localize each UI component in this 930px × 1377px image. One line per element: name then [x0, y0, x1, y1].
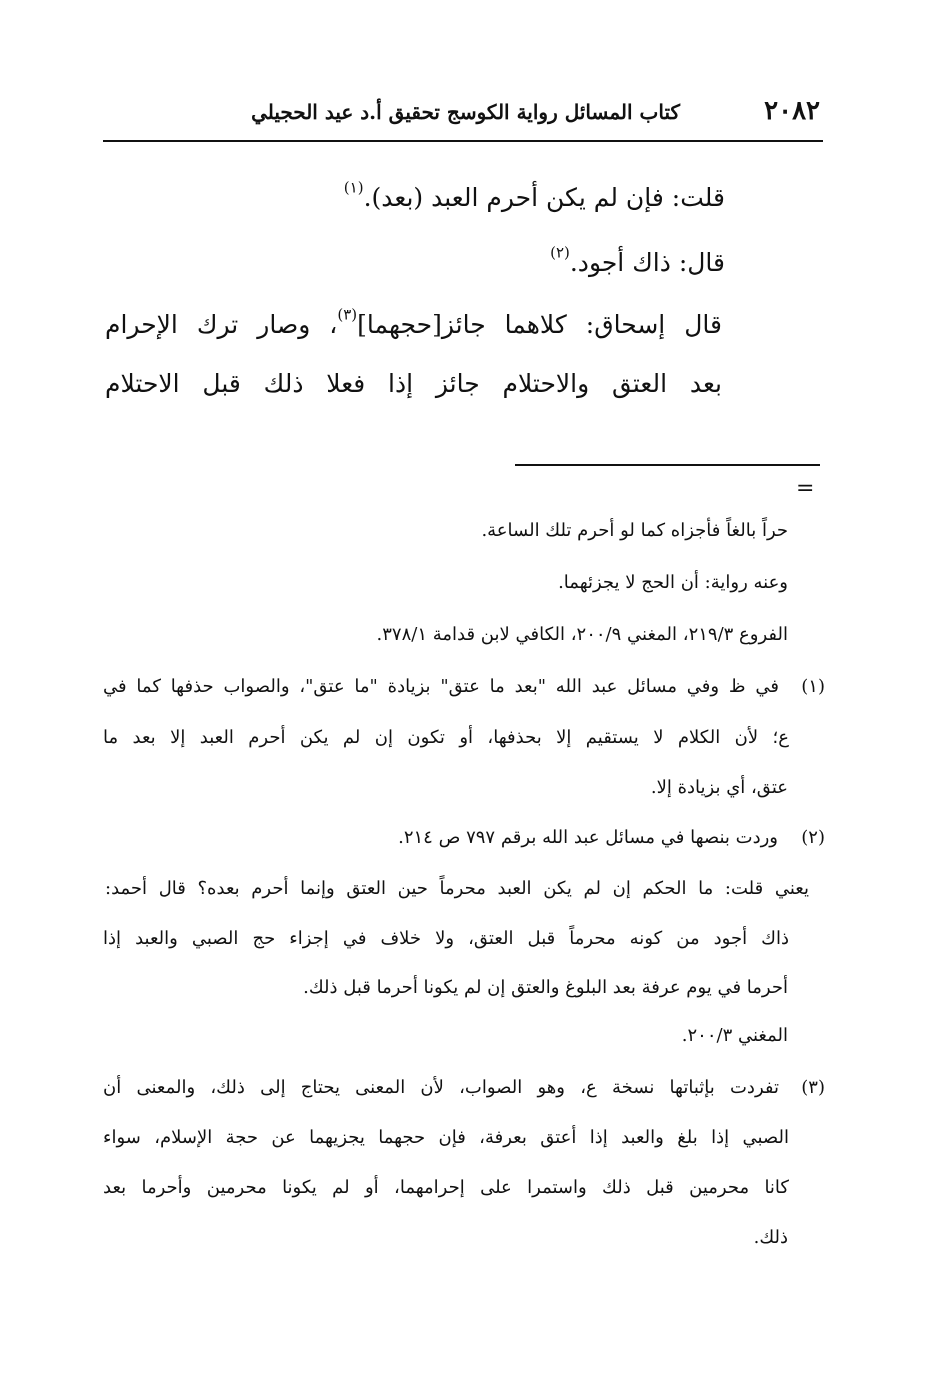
page-number: ٢٠٨٢ — [764, 96, 820, 126]
footnote-1-line-2: ع؛ لأن الكلام لا يستقيم إلا بحذفها، أو تكون إن لم يكن أحرم العبد إلا بعد ما — [103, 727, 789, 748]
footnote-2-line-2: يعني قلت: ما الحكم إن لم يكن العبد محرماً حين العتق وإنما أحرم بعده؟ قال أحمد: — [105, 878, 809, 899]
footnote-1-number: (١) — [801, 676, 825, 697]
continuation-line-1: حراً بالغاً فأجزاه كما لو أحرم تلك الساعة. — [481, 520, 788, 541]
main-line-3 — [105, 305, 722, 339]
footnote-3-line-1: تفردت بإثباتها نسخة ع، وهو الصواب، لأن المعنى يحتاج إلى ذلك، والمعنى أن — [103, 1077, 779, 1098]
continuation-line-2: وعنه رواية: أن الحج لا يجزئهما. — [558, 572, 788, 593]
footnote-2-line-1: وردت بنصها في مسائل عبد الله برقم ٧٩٧ ص ٢١٤. — [398, 827, 778, 848]
main-line-1-text: قلت: فإن لم يكن أحرم العبد (بعد). — [363, 183, 725, 212]
continuation-line-3: الفروع ٢١٩/٣، المغني ٢٠٠/٩، الكافي لابن قدامة ٣٧٨/١. — [376, 624, 788, 645]
footnote-3-line-2: الصبي إذا بلغ والعبد إذا أعتق بعرفة، فإن حجهما يجزيهما عن حجة الإسلام، سواء — [103, 1127, 789, 1148]
footnote-1-line-1: في ظ وفي مسائل عبد الله "بعد ما عتق" بزيادة "ما عتق"، والصواب حذفها كما في — [103, 676, 779, 697]
footnote-1-line-3: عتق، أي بزيادة إلا. — [650, 777, 788, 798]
main-line-2-text: قال: ذاك أجود. — [569, 248, 725, 277]
footnote-2-line-3: ذاك أجود من كونه محرماً قبل العتق، ولا خلاف في إجزاء حج الصبي والعبد إذا — [103, 928, 789, 949]
header-rule — [103, 140, 823, 142]
footnote-2-number: (٢) — [801, 827, 825, 848]
footnote-rule — [515, 464, 820, 466]
footnote-3-line-4: ذلك. — [753, 1227, 788, 1248]
main-line-2 — [550, 243, 725, 277]
footnote-2-line-5: المغني ٢٠٠/٣. — [681, 1025, 788, 1046]
continuation-mark: = — [796, 476, 815, 501]
main-line-4: بعد العتق والاحتلام جائز إذا فعلا ذلك قبل الاحتلام — [105, 369, 722, 398]
footnote-ref-3: (٣) — [337, 305, 358, 324]
main-line-3-text-a: قال إسحاق: كلاهما جائز[حجهما] — [357, 310, 722, 339]
main-line-3-text-b: ، وصار ترك الإحرام — [105, 310, 338, 339]
running-title: كتاب المسائل رواية الكوسج تحقيق أ.د عيد الحجيلي — [251, 100, 680, 124]
footnote-ref-1: (١) — [343, 178, 364, 197]
footnote-ref-2: (٢) — [550, 243, 570, 262]
footnote-3-line-3: كانا محرمين قبل ذلك واستمرا على إحرامهما، أو لم يكونا محرمين وأحرما بعد — [103, 1177, 789, 1198]
footnote-2-line-4: أحرما في يوم عرفة بعد البلوغ والعتق إن لم يكونا أحرما قبل ذلك. — [303, 977, 788, 998]
main-line-1 — [343, 178, 725, 212]
footnote-3-number: (٣) — [801, 1077, 825, 1098]
